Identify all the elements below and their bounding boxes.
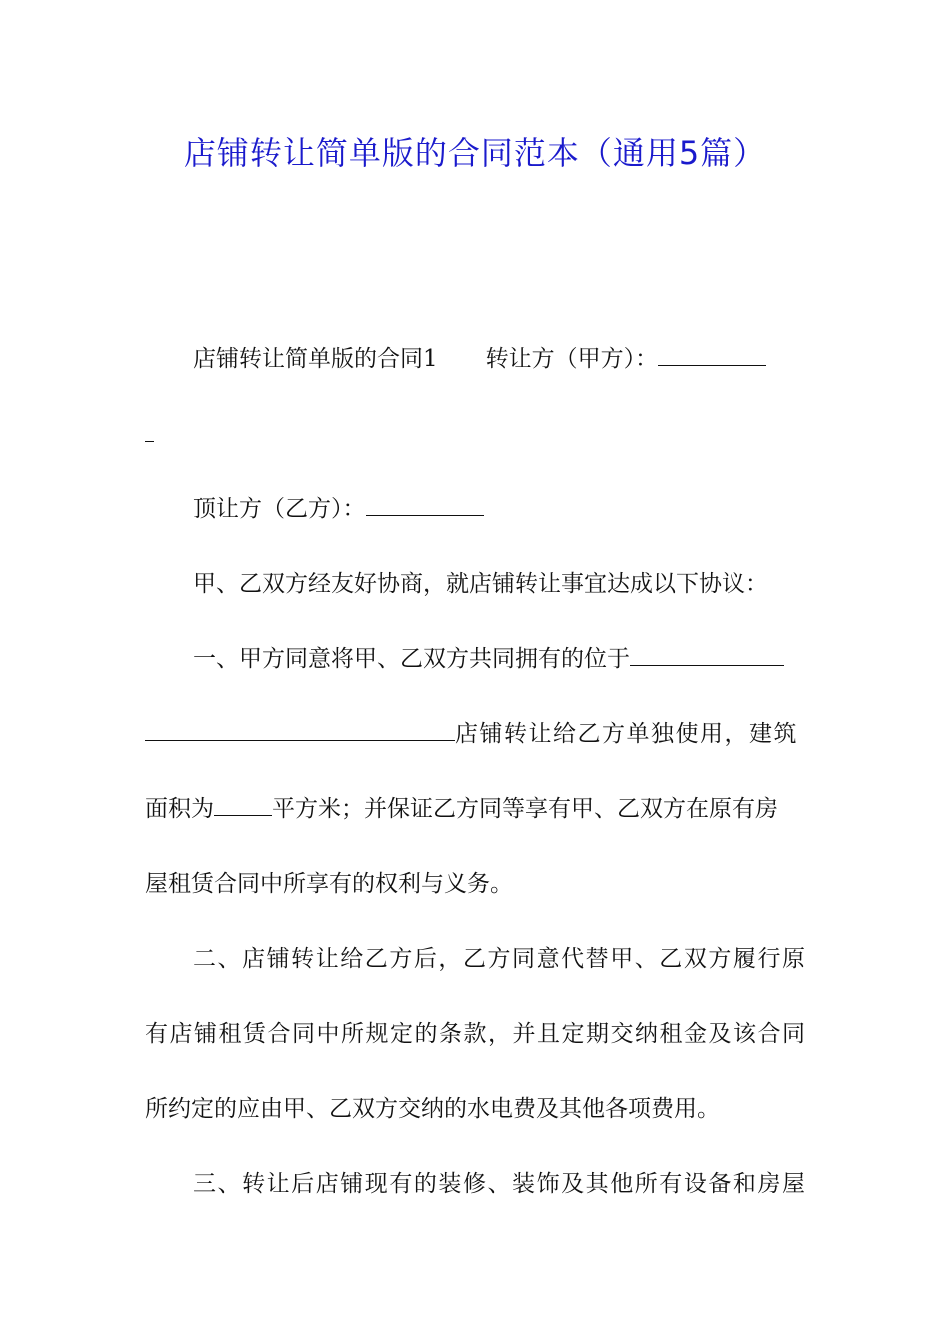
clause-1-line-3 — [145, 794, 805, 824]
clause-1-line-1 — [193, 644, 805, 674]
contract-heading-line — [193, 344, 805, 374]
location-blank-1 — [630, 645, 784, 666]
clause-1-line-2 — [145, 719, 805, 749]
clause-3-line-1: 三、转让后店铺现有的装修、装饰及其他所有设备和房屋 — [193, 1171, 805, 1197]
clause-1-text: 一、甲方同意将甲、乙双方共同拥有的位于 — [193, 646, 630, 672]
clause-1-text: 平方米；并保证乙方同等享有甲、乙双方在原有房 — [272, 796, 778, 822]
clause-1-line-4: 屋租赁合同中所享有的权利与义务。 — [145, 871, 513, 897]
area-blank — [214, 795, 272, 816]
party-a-label: 转让方（甲方）： — [485, 346, 659, 372]
party-a-blank — [658, 345, 766, 366]
party-b-blank — [366, 495, 484, 516]
location-blank-2 — [145, 720, 455, 741]
clause-2-line-2: 有店铺租赁合同中所规定的条款，并且定期交纳租金及该合同 — [145, 1021, 805, 1047]
clause-2-line-1: 二、店铺转让给乙方后，乙方同意代替甲、乙双方履行原 — [193, 946, 805, 972]
clause-1-text: 店铺转让给乙方单独使用，建筑 — [455, 721, 798, 747]
contract-name: 店铺转让简单版的合同1 — [193, 346, 438, 372]
party-b-label: 顶让方（乙方）： — [193, 496, 366, 522]
party-a-blank-continuation — [145, 441, 154, 442]
intro-paragraph: 甲、乙双方经友好协商，就店铺转让事宜达成以下协议： — [193, 571, 768, 597]
clause-1-text: 面积为 — [145, 796, 214, 822]
clause-2-line-3: 所约定的应由甲、乙双方交纳的水电费及其他各项费用。 — [145, 1096, 720, 1122]
page-title: 店铺转让简单版的合同范本（通用5篇） — [183, 134, 767, 172]
party-b-line — [193, 494, 805, 524]
